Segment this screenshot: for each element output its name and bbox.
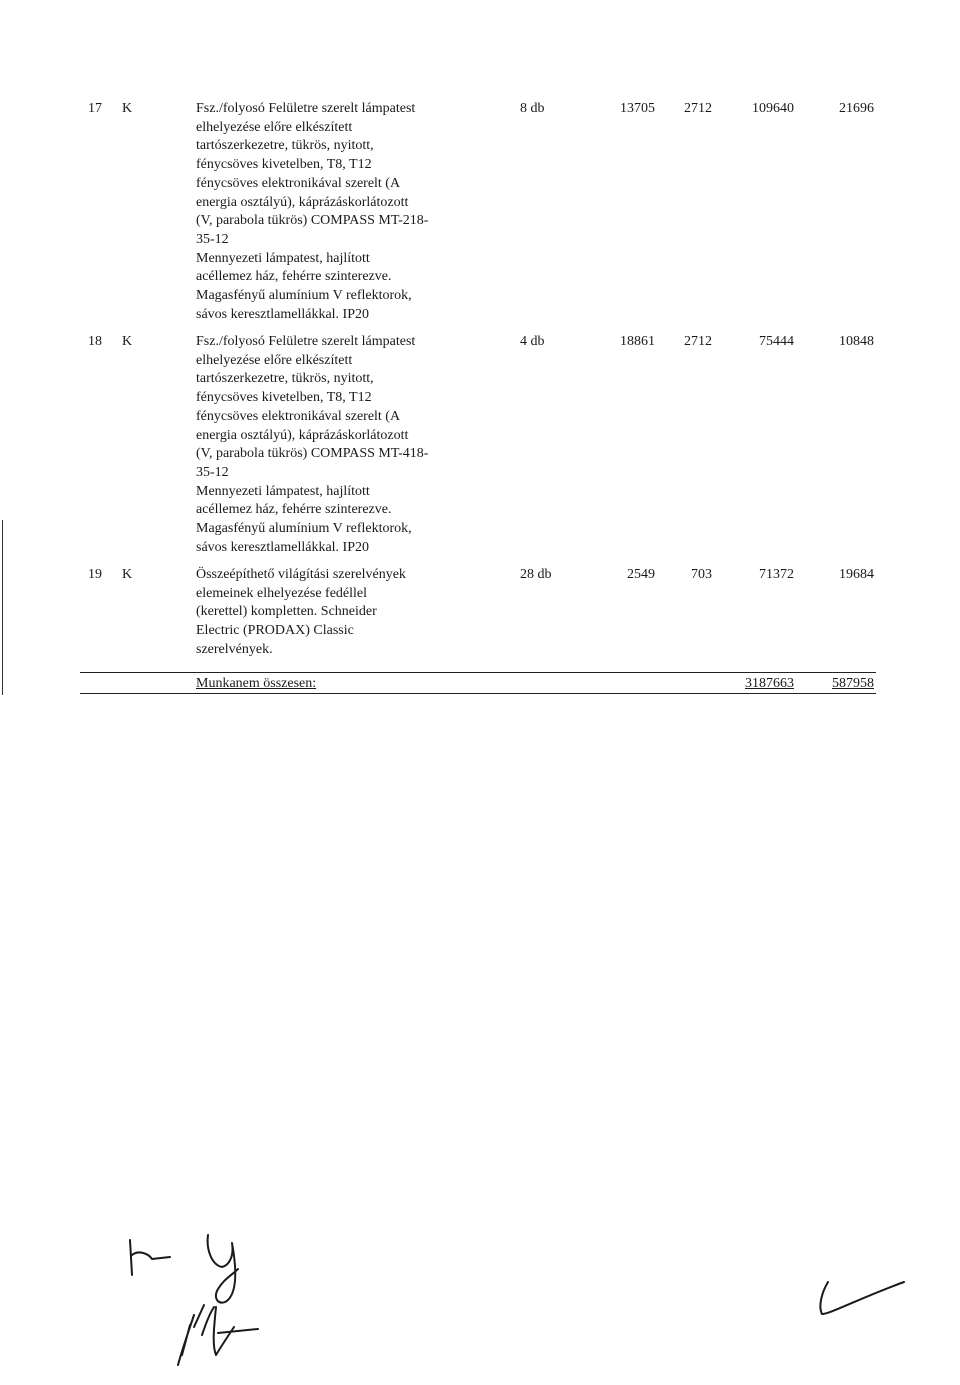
description-line: acéllemez ház, fehérre szinterezve. [196, 269, 392, 285]
row-material-total: 75444 [759, 334, 794, 349]
description-line: fénycsöves elektronikával szerelt (A [196, 408, 401, 424]
description-line: fénycsöves kivetelben, T8, T12 [196, 157, 372, 173]
description-line: (V, parabola tükrös) COMPASS MT-218- [196, 213, 429, 229]
description-line: Mennyezeti lámpatest, hajlított [196, 483, 370, 499]
description-line: Magasfényű alumínium V reflektorok, [196, 288, 412, 304]
description-line: energia osztályú), káprázáskorlátozott [196, 427, 409, 443]
row-number: 19 [88, 567, 102, 582]
margin-rule [2, 520, 3, 695]
description-line: Magasfényű alumínium V reflektorok, [196, 521, 412, 537]
bottom-divider [80, 693, 876, 694]
description-line: 35-12 [196, 464, 229, 480]
description-line: Fsz./folyosó Felületre szerelt lámpatest [196, 101, 416, 116]
handwritten-signature [800, 1270, 910, 1330]
row-material-total: 71372 [759, 567, 794, 582]
description-line: Mennyezeti lámpatest, hajlított [196, 250, 370, 266]
total-label: Munkanem összesen: [196, 676, 317, 691]
total-divider [80, 672, 876, 673]
row-number: 18 [88, 334, 102, 349]
description-line: 35-12 [196, 231, 229, 247]
description-line: acéllemez ház, fehérre szinterezve. [196, 502, 392, 518]
row-labor-total: 19684 [839, 567, 874, 582]
row-unit-material-price: 18861 [620, 334, 655, 349]
row-labor-total: 10848 [839, 334, 874, 349]
row-description [196, 333, 496, 557]
row-quantity: 28 db [520, 567, 552, 582]
row-type: K [122, 567, 133, 582]
total-row [0, 675, 960, 695]
description-line: szerelvények. [196, 641, 273, 657]
description-line: (kerettel) kompletten. Schneider [196, 604, 377, 620]
row-number: 17 [88, 101, 102, 116]
description-line: elemeinek elhelyezése fedéllel [196, 585, 368, 601]
description-line: elhelyezése előre elkészített [196, 352, 353, 368]
handwritten-initials [120, 1215, 290, 1385]
description-line: tartószerkezetre, tükrös, nyitott, [196, 371, 374, 387]
description-line: (V, parabola tükrös) COMPASS MT-418- [196, 446, 429, 462]
description-line: fénycsöves kivetelben, T8, T12 [196, 390, 372, 406]
row-quantity: 8 db [520, 101, 545, 116]
row-unit-labor-price: 2712 [684, 101, 712, 116]
description-line: Electric (PRODAX) Classic [196, 623, 354, 639]
description-line: Fsz./folyosó Felületre szerelt lámpatest [196, 334, 416, 349]
description-line: Összeépíthető világítási szerelvények [196, 567, 406, 582]
row-description [196, 100, 496, 324]
description-line: tartószerkezetre, tükrös, nyitott, [196, 138, 374, 154]
row-labor-total: 21696 [839, 101, 874, 116]
description-line: elhelyezése előre elkészített [196, 119, 353, 135]
row-type: K [122, 334, 133, 349]
row-description [196, 566, 496, 660]
row-unit-labor-price: 2712 [684, 334, 712, 349]
total-labor: 587958 [832, 676, 874, 691]
row-type: K [122, 101, 133, 116]
total-material: 3187663 [745, 676, 794, 691]
row-unit-labor-price: 703 [691, 567, 712, 582]
row-unit-material-price: 13705 [620, 101, 655, 116]
row-quantity: 4 db [520, 334, 545, 349]
row-unit-material-price: 2549 [627, 567, 655, 582]
description-line: fénycsöves elektronikával szerelt (A [196, 175, 401, 191]
description-line: sávos keresztlamellákkal. IP20 [196, 539, 370, 555]
description-line: sávos keresztlamellákkal. IP20 [196, 306, 370, 322]
row-material-total: 109640 [752, 101, 794, 116]
description-line: energia osztályú), káprázáskorlátozott [196, 194, 409, 210]
